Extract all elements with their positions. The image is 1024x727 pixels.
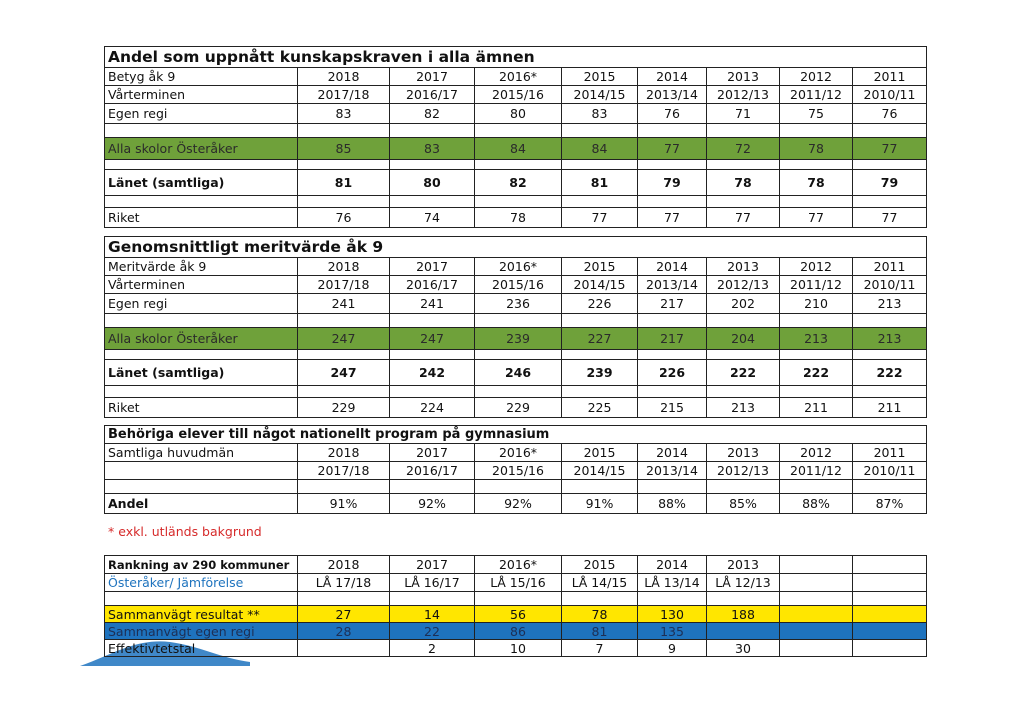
- year-cell: 2013: [707, 556, 780, 574]
- value-cell: 85%: [707, 494, 780, 514]
- row-label: Effektivtetstal: [105, 640, 298, 657]
- value-cell: 241: [390, 294, 475, 314]
- header-row: [105, 258, 927, 276]
- term-cell: 2014/15: [562, 86, 638, 104]
- term-cell: LÅ 12/13: [707, 574, 780, 592]
- term-cell: 2015/16: [475, 276, 562, 294]
- value-cell: 72: [707, 138, 780, 160]
- value-cell: 211: [853, 398, 927, 418]
- year-cell: [780, 556, 853, 574]
- term-label: Österåker/ Jämförelse: [105, 574, 298, 592]
- year-cell: [853, 556, 927, 574]
- table-meritvarde: [104, 236, 927, 418]
- value-cell: 56: [475, 606, 562, 623]
- value-cell: 229: [475, 398, 562, 418]
- year-cell: 2014: [638, 444, 707, 462]
- value-cell: 236: [475, 294, 562, 314]
- term-row: [105, 276, 927, 294]
- table-title: Behöriga elever till något nationellt program på gymnasium: [105, 426, 927, 444]
- value-cell: 84: [475, 138, 562, 160]
- year-cell: 2018: [298, 444, 390, 462]
- value-cell: 130: [638, 606, 707, 623]
- value-cell: 78: [475, 208, 562, 228]
- value-cell: 91%: [298, 494, 390, 514]
- year-cell: 2017: [390, 556, 475, 574]
- value-cell: 241: [298, 294, 390, 314]
- value-cell: 213: [780, 328, 853, 350]
- value-cell: 222: [707, 360, 780, 386]
- header-label: Samtliga huvudmän: [105, 444, 298, 462]
- table-row: [105, 640, 927, 657]
- value-cell: 77: [853, 138, 927, 160]
- term-cell: 2015/16: [475, 86, 562, 104]
- term-cell: 2010/11: [853, 276, 927, 294]
- value-cell: 246: [475, 360, 562, 386]
- term-label: Vårterminen: [105, 276, 298, 294]
- value-cell: 80: [475, 104, 562, 124]
- value-cell: 204: [707, 328, 780, 350]
- year-cell: 2016*: [475, 444, 562, 462]
- term-cell: [853, 574, 927, 592]
- term-cell: 2016/17: [390, 462, 475, 480]
- year-cell: 2013: [707, 68, 780, 86]
- row-label: Sammanvägt egen regi: [105, 623, 298, 640]
- year-cell: 2013: [707, 444, 780, 462]
- table-row: [105, 294, 927, 314]
- header-row: [105, 556, 927, 574]
- year-cell: 2018: [298, 258, 390, 276]
- value-cell: [780, 623, 853, 640]
- term-cell: 2016/17: [390, 276, 475, 294]
- value-cell: 79: [853, 170, 927, 196]
- value-cell: 81: [562, 170, 638, 196]
- term-cell: 2011/12: [780, 86, 853, 104]
- table-row: [105, 138, 927, 160]
- table-row: [105, 494, 927, 514]
- value-cell: 76: [298, 208, 390, 228]
- year-cell: 2016*: [475, 258, 562, 276]
- value-cell: [780, 640, 853, 657]
- table-row: [105, 606, 927, 623]
- year-cell: 2013: [707, 258, 780, 276]
- value-cell: 81: [562, 623, 638, 640]
- value-cell: 92%: [475, 494, 562, 514]
- value-cell: 71: [707, 104, 780, 124]
- value-cell: 79: [638, 170, 707, 196]
- value-cell: 83: [562, 104, 638, 124]
- term-cell: LÅ 13/14: [638, 574, 707, 592]
- term-cell: 2012/13: [707, 86, 780, 104]
- value-cell: 76: [638, 104, 707, 124]
- value-cell: 92%: [390, 494, 475, 514]
- value-cell: 226: [562, 294, 638, 314]
- value-cell: 7: [562, 640, 638, 657]
- value-cell: 135: [638, 623, 707, 640]
- table-title: Andel som uppnått kunskapskraven i alla ämnen: [105, 47, 927, 68]
- row-label: Sammanvägt resultat **: [105, 606, 298, 623]
- value-cell: 78: [780, 170, 853, 196]
- year-cell: 2014: [638, 68, 707, 86]
- footnote: * exkl. utländs bakgrund: [108, 524, 262, 539]
- term-cell: LÅ 14/15: [562, 574, 638, 592]
- year-cell: 2011: [853, 258, 927, 276]
- value-cell: 86: [475, 623, 562, 640]
- value-cell: 76: [853, 104, 927, 124]
- value-cell: 81: [298, 170, 390, 196]
- year-cell: 2016*: [475, 556, 562, 574]
- table-row: [105, 170, 927, 196]
- value-cell: 78: [780, 138, 853, 160]
- value-cell: 30: [707, 640, 780, 657]
- term-cell: 2011/12: [780, 462, 853, 480]
- value-cell: [780, 606, 853, 623]
- year-cell: 2015: [562, 68, 638, 86]
- value-cell: 77: [780, 208, 853, 228]
- value-cell: [853, 623, 927, 640]
- term-cell: 2016/17: [390, 86, 475, 104]
- table-title: Genomsnittligt meritvärde åk 9: [105, 237, 927, 258]
- value-cell: 80: [390, 170, 475, 196]
- term-row: [105, 462, 927, 480]
- value-cell: 229: [298, 398, 390, 418]
- value-cell: 14: [390, 606, 475, 623]
- value-cell: 88%: [638, 494, 707, 514]
- value-cell: 2: [390, 640, 475, 657]
- header-row: [105, 444, 927, 462]
- year-cell: 2014: [638, 258, 707, 276]
- value-cell: 74: [390, 208, 475, 228]
- term-cell: 2010/11: [853, 86, 927, 104]
- table-kunskapskrav: [104, 46, 927, 228]
- term-cell: 2014/15: [562, 276, 638, 294]
- row-label: Länet (samtliga): [105, 360, 298, 386]
- header-row: [105, 68, 927, 86]
- year-cell: 2017: [390, 258, 475, 276]
- term-cell: [780, 574, 853, 592]
- year-cell: 2017: [390, 68, 475, 86]
- value-cell: 78: [707, 170, 780, 196]
- year-cell: 2012: [780, 258, 853, 276]
- value-cell: 247: [390, 328, 475, 350]
- term-row: [105, 574, 927, 592]
- year-cell: 2016*: [475, 68, 562, 86]
- value-cell: [853, 640, 927, 657]
- value-cell: [298, 640, 390, 657]
- table-row: [105, 398, 927, 418]
- value-cell: 213: [853, 328, 927, 350]
- term-cell: 2013/14: [638, 276, 707, 294]
- value-cell: 75: [780, 104, 853, 124]
- table-row: [105, 328, 927, 350]
- value-cell: 227: [562, 328, 638, 350]
- header-label: Meritvärde åk 9: [105, 258, 298, 276]
- year-cell: 2018: [298, 68, 390, 86]
- value-cell: 82: [390, 104, 475, 124]
- value-cell: 239: [475, 328, 562, 350]
- value-cell: 9: [638, 640, 707, 657]
- year-cell: 2015: [562, 556, 638, 574]
- value-cell: 83: [298, 104, 390, 124]
- term-cell: LÅ 17/18: [298, 574, 390, 592]
- table-rankning: [104, 555, 927, 657]
- term-cell: 2013/14: [638, 462, 707, 480]
- year-cell: 2011: [853, 444, 927, 462]
- value-cell: 224: [390, 398, 475, 418]
- term-cell: 2010/11: [853, 462, 927, 480]
- value-cell: 247: [298, 328, 390, 350]
- term-cell: 2013/14: [638, 86, 707, 104]
- value-cell: 239: [562, 360, 638, 386]
- value-cell: 28: [298, 623, 390, 640]
- table-row: [105, 104, 927, 124]
- header-label: Betyg åk 9: [105, 68, 298, 86]
- term-cell: LÅ 15/16: [475, 574, 562, 592]
- year-cell: 2012: [780, 68, 853, 86]
- value-cell: 77: [638, 208, 707, 228]
- year-cell: 2011: [853, 68, 927, 86]
- value-cell: 215: [638, 398, 707, 418]
- value-cell: 87%: [853, 494, 927, 514]
- term-label: Vårterminen: [105, 86, 298, 104]
- value-cell: 202: [707, 294, 780, 314]
- term-cell: LÅ 16/17: [390, 574, 475, 592]
- term-cell: 2015/16: [475, 462, 562, 480]
- table-row: [105, 623, 927, 640]
- value-cell: 188: [707, 606, 780, 623]
- value-cell: 222: [780, 360, 853, 386]
- term-cell: 2017/18: [298, 276, 390, 294]
- value-cell: 82: [475, 170, 562, 196]
- term-cell: 2012/13: [707, 276, 780, 294]
- value-cell: 77: [638, 138, 707, 160]
- value-cell: 27: [298, 606, 390, 623]
- row-label: Alla skolor Österåker: [105, 328, 298, 350]
- value-cell: 88%: [780, 494, 853, 514]
- value-cell: 226: [638, 360, 707, 386]
- year-cell: 2015: [562, 258, 638, 276]
- value-cell: 222: [853, 360, 927, 386]
- row-label: Egen regi: [105, 104, 298, 124]
- value-cell: 217: [638, 294, 707, 314]
- year-cell: 2012: [780, 444, 853, 462]
- header-label: Rankning av 290 kommuner: [105, 556, 298, 574]
- row-label: Riket: [105, 208, 298, 228]
- value-cell: 213: [853, 294, 927, 314]
- value-cell: 247: [298, 360, 390, 386]
- table-row: [105, 208, 927, 228]
- value-cell: 213: [707, 398, 780, 418]
- value-cell: [853, 606, 927, 623]
- value-cell: 91%: [562, 494, 638, 514]
- row-label: Riket: [105, 398, 298, 418]
- term-cell: 2014/15: [562, 462, 638, 480]
- value-cell: 225: [562, 398, 638, 418]
- table-behoriga: [104, 425, 927, 514]
- value-cell: 85: [298, 138, 390, 160]
- value-cell: 242: [390, 360, 475, 386]
- term-cell: 2017/18: [298, 462, 390, 480]
- table-row: [105, 360, 927, 386]
- value-cell: 217: [638, 328, 707, 350]
- year-cell: 2014: [638, 556, 707, 574]
- value-cell: 211: [780, 398, 853, 418]
- term-cell: 2012/13: [707, 462, 780, 480]
- value-cell: 210: [780, 294, 853, 314]
- year-cell: 2017: [390, 444, 475, 462]
- value-cell: [707, 623, 780, 640]
- value-cell: 77: [853, 208, 927, 228]
- value-cell: 84: [562, 138, 638, 160]
- year-cell: 2018: [298, 556, 390, 574]
- term-row: [105, 86, 927, 104]
- term-cell: 2017/18: [298, 86, 390, 104]
- value-cell: 77: [707, 208, 780, 228]
- value-cell: 77: [562, 208, 638, 228]
- value-cell: 22: [390, 623, 475, 640]
- row-label: Andel: [105, 494, 298, 514]
- row-label: Alla skolor Österåker: [105, 138, 298, 160]
- value-cell: 78: [562, 606, 638, 623]
- term-cell: 2011/12: [780, 276, 853, 294]
- row-label: Egen regi: [105, 294, 298, 314]
- value-cell: 83: [390, 138, 475, 160]
- row-label: Länet (samtliga): [105, 170, 298, 196]
- year-cell: 2015: [562, 444, 638, 462]
- value-cell: 10: [475, 640, 562, 657]
